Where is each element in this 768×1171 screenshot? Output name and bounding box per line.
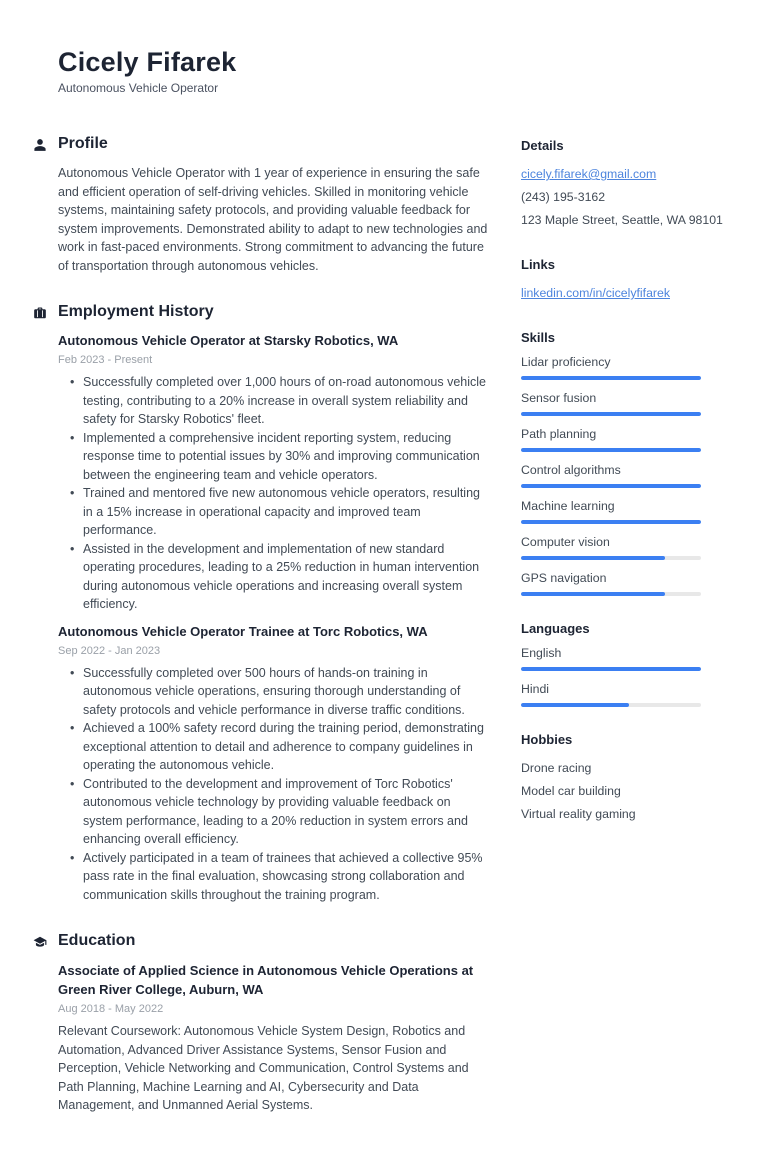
skill-name: Control algorithms (521, 463, 621, 477)
skill-bar (521, 592, 701, 596)
skill-bar (521, 484, 701, 488)
skill-bar-fill (521, 520, 701, 524)
degree-title: Associate of Applied Science in Autonomous Vehicle Operations at Green River College, Auburn, WA (58, 963, 474, 997)
job-entry (58, 623, 488, 905)
skill-bar-fill (521, 484, 701, 488)
job-bullet: • Actively participated in a team of trainees that achieved a collective 95% pass rate in the final evaluation, showcasing strong collaboration and communication skills throughout the training program. (58, 849, 488, 905)
education-description: Relevant Coursework: Autonomous Vehicle System Design, Robotics and Automation, Advanced Driver Assistance Systems, Sensor Fusion and Perception, Vehicle Networking and Communication, Control Systems and Path Planning, Machine Learning and AI, Cybersecurity and Data Management, and Unmanned Aerial Systems. (58, 1024, 469, 1112)
job-bullet: • Contributed to the development and improvement of Torc Robotics' autonomous vehicle technology by providing valuable feedback on system performance, leading to a 20% reduction in system errors and enhancing overall efficiency. (58, 775, 488, 849)
languages-heading: Languages (521, 621, 590, 636)
skill-name: GPS navigation (521, 571, 607, 585)
job-bullet: • Achieved a 100% safety record during the training period, demonstrating exceptional attention to detail and adherence to company guidelines in operating the autonomous vehicle. (58, 719, 488, 775)
address: 123 Maple Street, Seattle, WA 98101 (521, 213, 723, 227)
language-bar (521, 703, 701, 707)
language-bar-fill (521, 703, 629, 707)
skill-name: Path planning (521, 427, 597, 441)
job-title: Autonomous Vehicle Operator at Starsky Robotics, WA (58, 333, 399, 348)
skill-item (521, 427, 741, 452)
hobby-item: Drone racing (521, 761, 592, 775)
job-dates: Sep 2022 - Jan 2023 (58, 644, 161, 657)
job-bullet-list (58, 373, 488, 614)
skill-name: Lidar proficiency (521, 355, 611, 369)
links-heading: Links (521, 257, 555, 272)
education-dates: Aug 2018 - May 2022 (58, 1003, 164, 1015)
skill-name: Machine learning (521, 499, 615, 513)
skill-bar (521, 520, 701, 524)
language-item (521, 646, 741, 671)
skills-heading: Skills (521, 330, 555, 345)
linkedin-link[interactable]: linkedin.com/in/cicelyfifarek (521, 286, 670, 300)
job-bullet: • Successfully completed over 1,000 hours of on-road autonomous vehicle testing, contributing to a 20% increase in overall system reliability and safety for Starsky Robotics' fleet. (58, 373, 488, 429)
phone-number: (243) 195-3162 (521, 190, 606, 204)
job-bullet: • Assisted in the development and implementation of new standard operating procedures, leading to a 25% reduction in human intervention during autonomous vehicle operations and increasing overall system efficiency. (58, 540, 488, 614)
skill-bar-fill (521, 412, 701, 416)
sidebar-section-languages (521, 620, 741, 707)
job-bullet: • Trained and mentored five new autonomous vehicle operators, resulting in a 15% increase in operational capacity and improved team performance. (58, 484, 488, 540)
skill-bar (521, 448, 701, 452)
job-bullet: • Successfully completed over 500 hours of hands-on training in autonomous vehicle operations, ensuring thorough understanding of safety protocols and vehicle performance in diverse traffic conditions. (58, 664, 488, 720)
sidebar-column (521, 133, 741, 1141)
sidebar-section-skills (521, 329, 741, 596)
hobby-item: Virtual reality gaming (521, 807, 636, 821)
job-title: Autonomous Vehicle Operator Trainee at Torc Robotics, WA (58, 623, 428, 639)
job-entry (58, 332, 488, 614)
profile-heading: Profile (58, 135, 108, 152)
resume-header (33, 46, 741, 95)
person-icon (33, 138, 47, 152)
job-dates: Feb 2023 - Present (58, 354, 153, 366)
candidate-job-title: Autonomous Vehicle Operator (58, 81, 219, 95)
sidebar-section-details (521, 137, 741, 232)
job-bullet-list (58, 664, 488, 905)
language-bar (521, 667, 701, 671)
candidate-name: Cicely Fifarek (58, 47, 237, 77)
skill-name: Sensor fusion (521, 391, 597, 405)
skill-item (521, 355, 741, 380)
skill-bar (521, 376, 701, 380)
hobbies-heading: Hobbies (521, 732, 573, 747)
sidebar-section-links (521, 256, 741, 305)
details-heading: Details (521, 138, 564, 153)
sidebar-section-hobbies (521, 731, 741, 826)
graduation-cap-icon (33, 935, 47, 949)
profile-summary: Autonomous Vehicle Operator with 1 year of experience in ensuring the safe and efficient operation of self-driving vehicles. Skilled in monitoring vehicle systems, maintaining safety protocols, and providing valuable feedback for system improvements. Demonstrated ability to adapt to new technologies and work in fast-paced environments. Strong commitment to advancing the future of transportation through autonomous vehicles. (58, 166, 488, 273)
skill-bar-fill (521, 376, 701, 380)
skill-bar (521, 556, 701, 560)
language-item (521, 682, 741, 707)
skill-bar (521, 412, 701, 416)
section-education (33, 930, 488, 1115)
employment-heading: Employment History (58, 303, 214, 320)
section-profile (33, 133, 488, 275)
skill-item (521, 499, 741, 524)
skill-bar-fill (521, 556, 665, 560)
section-employment-history (33, 301, 488, 904)
briefcase-icon (33, 306, 47, 320)
language-bar-fill (521, 667, 701, 671)
language-name: English (521, 646, 562, 660)
skill-item (521, 463, 741, 488)
skill-name: Computer vision (521, 535, 610, 549)
skill-item (521, 535, 741, 560)
education-heading: Education (58, 932, 136, 949)
job-bullet: • Implemented a comprehensive incident reporting system, reducing response time to potential issues by 30% and improving communication between the engineering team and vehicle operators. (58, 429, 488, 485)
skill-bar-fill (521, 592, 665, 596)
language-name: Hindi (521, 682, 550, 696)
email-link[interactable]: cicely.fifarek@gmail.com (521, 167, 657, 181)
skill-bar-fill (521, 448, 701, 452)
main-column (33, 133, 488, 1141)
skill-item (521, 391, 741, 416)
skill-item (521, 571, 741, 596)
hobby-item: Model car building (521, 784, 621, 798)
